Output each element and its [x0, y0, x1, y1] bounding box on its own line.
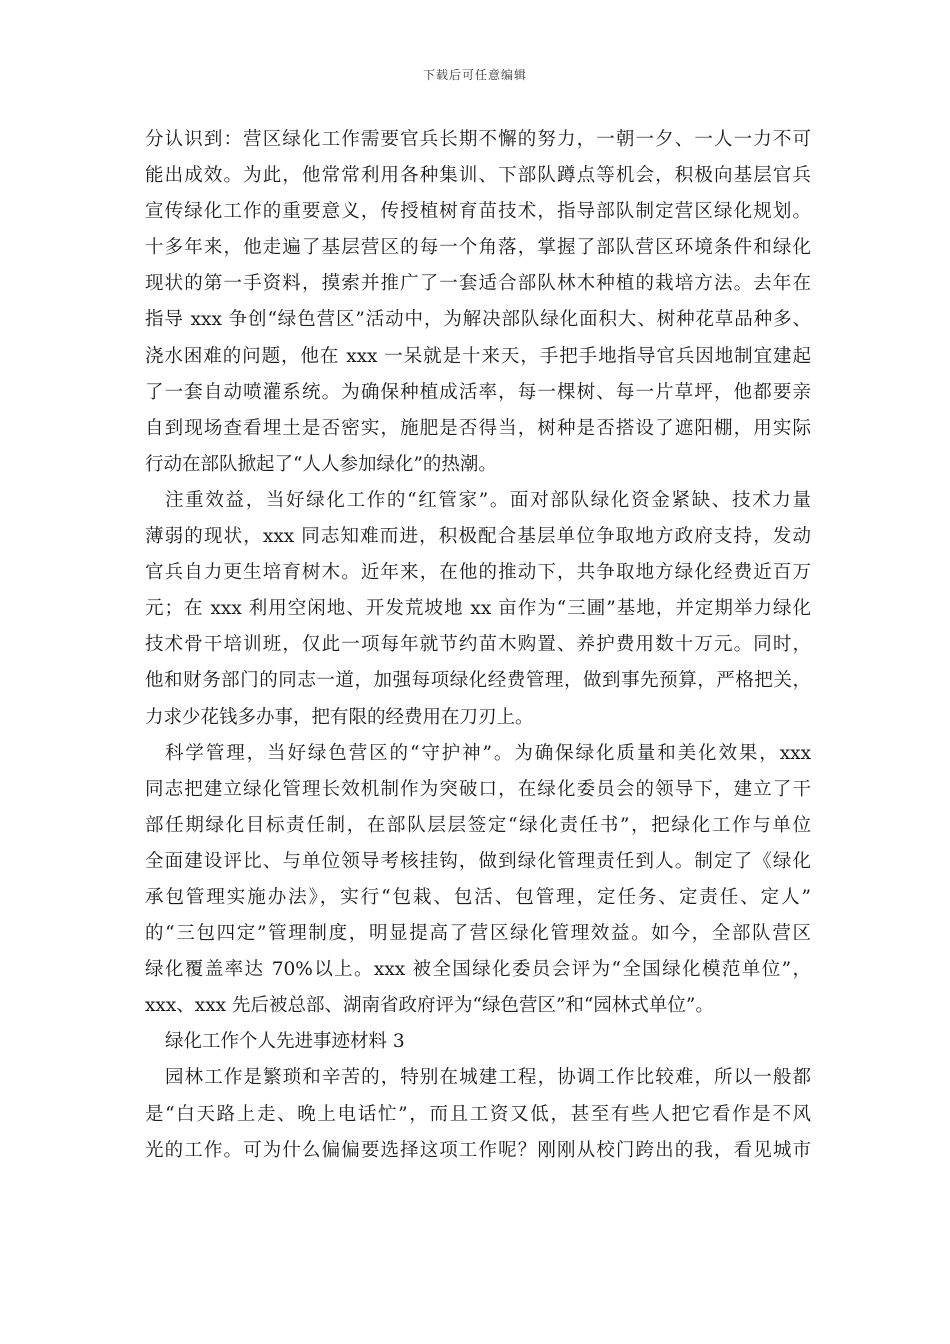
text-line: 浇水困难的问题，他在 xxx 一呆就是十来天，手把手地指导官兵因地制宜建起 — [145, 345, 811, 367]
text-line: 技术骨干培训班，仅此一项每年就节约苗木购置、养护费用数十万元。同时， — [145, 634, 811, 656]
text-line: 光的工作。可为什么偏偏要选择这项工作呢？刚刚从校门跨出的我，看见城市 — [145, 1139, 811, 1161]
text-line: 的“三包四定”管理制度，明显提高了营区绿化管理效益。如今，全部队营区 — [145, 923, 811, 945]
text-line: 元；在 xxx 利用空闲地、开发荒坡地 xx 亩作为“三圃”基地，并定期举力绿化 — [145, 598, 811, 620]
paragraph-start-line: 注重效益，当好绿化工作的“红管家”。面对部队绿化资金紧缺、技术力量 — [165, 489, 811, 511]
text-line: 他和财务部门的同志一道，加强每项绿化经费管理，做到事先预算，严格把关， — [145, 670, 811, 692]
text-line: 全面建设评比、与单位领导考核挂钩，做到绿化管理责任到人。制定了《绿化 — [145, 850, 811, 872]
text-line: 力求少花钱多办事，把有限的经费用在刀刃上。 — [145, 706, 534, 728]
text-line: 分认识到：营区绿化工作需要官兵长期不懈的努力，一朝一夕、一人一力不可 — [145, 129, 811, 150]
text-line: xxx、xxx 先后被总部、湖南省政府评为“绿色营区”和“园林式单位”。 — [145, 995, 714, 1017]
text-line: 能出成效。为此，他常常利用各种集训、下部队蹲点等机会，积极向基层官兵 — [145, 165, 811, 187]
text-line: 是“白天路上走、晚上电话忙”，而且工资又低，甚至有些人把它看作是不风 — [145, 1103, 811, 1125]
text-line: 自到现场查看埋土是否密实，施肥是否得当，树种是否搭设了遮阳棚，用实际 — [145, 417, 811, 439]
paragraph-start-line: 园林工作是繁琐和辛苦的，特别在城建工程，协调工作比较难，所以一般都 — [165, 1067, 811, 1089]
text-line: 宣传绿化工作的重要意义，传授植树育苗技术，指导部队制定营区绿化规划。 — [145, 201, 811, 223]
section-heading: 绿化工作个人先进事迹材料 3 — [165, 1031, 405, 1053]
text-line: 了一套自动喷灌系统。为确保种植成活率，每一棵树、每一片草坪，他都要亲 — [145, 381, 811, 403]
paragraph-start-line: 科学管理，当好绿色营区的“守护神”。为确保绿化质量和美化效果，xxx — [165, 742, 811, 764]
text-line: 同志把建立绿化管理长效机制作为突破口，在绿化委员会的领导下，建立了干 — [145, 778, 811, 800]
text-line: 指导 xxx 争创“绿色营区”活动中，为解决部队绿化面积大、树种花草品种多、 — [145, 309, 811, 331]
text-line: 十多年来，他走遍了基层营区的每一个角落，掌握了部队营区环境条件和绿化 — [145, 237, 811, 259]
document-body — [145, 122, 811, 1169]
text-line: 官兵自力更生培育树木。近年来，在他的推动下，共争取地方绿化经费近百万 — [145, 562, 811, 584]
text-line: 绿化覆盖率达 70%以上。xxx 被全国绿化委员会评为“全国绿化模范单位”， — [145, 959, 811, 981]
text-line: 承包管理实施办法》，实行“包栽、包活、包管理，定任务、定责任、定人” — [145, 886, 811, 908]
text-line: 现状的第一手资料，摸索并推广了一套适合部队林木种植的栽培方法。去年在 — [145, 273, 811, 295]
text-line: 部任期绿化目标责任制，在部队层层签定“绿化责任书”，把绿化工作与单位 — [145, 814, 811, 836]
text-line: 薄弱的现状，xxx 同志知难而进，积极配合基层单位争取地方政府支持，发动 — [145, 526, 811, 548]
text-line: 行动在部队掀起了“人人参加绿化”的热潮。 — [145, 453, 497, 475]
page-header: 下载后可任意编辑 — [422, 68, 527, 82]
